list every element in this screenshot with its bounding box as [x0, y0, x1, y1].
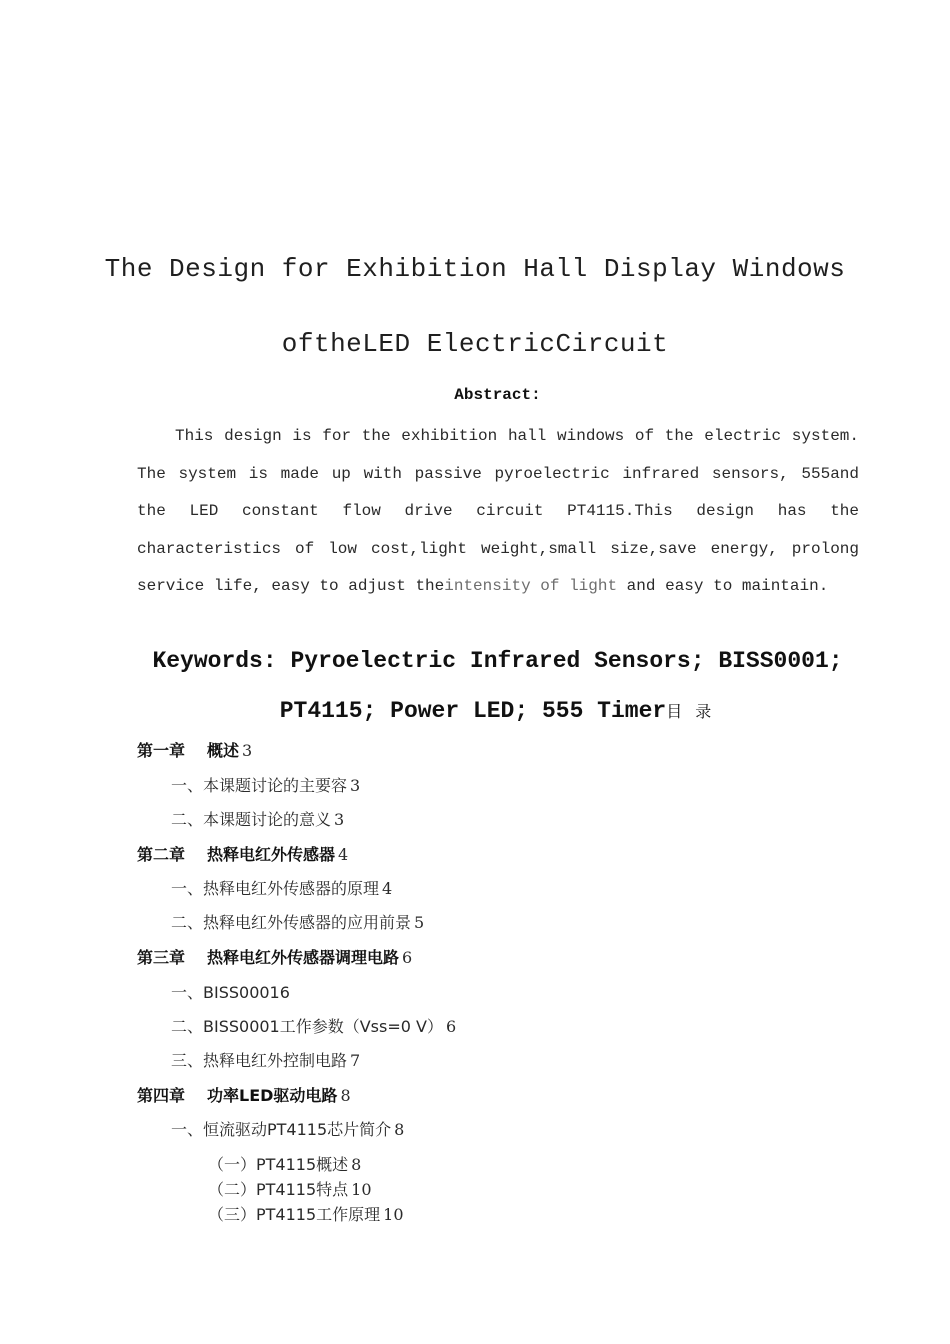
toc-section-text: 二、本课题讨论的意义	[171, 810, 332, 829]
toc-subsection-4-1-1[interactable]	[208, 1152, 361, 1175]
toc-chapter-title: 热释电红外传感器调理电路	[207, 948, 400, 967]
toc-section-text: 一、本课题讨论的主要容	[171, 776, 348, 795]
toc-page-number: 4	[338, 845, 349, 864]
toc-page-number: 8	[394, 1120, 405, 1139]
toc-section-3-1[interactable]	[171, 980, 290, 1003]
toc-heading: 目 录	[666, 702, 716, 721]
title-line-2: oftheLED ElectricCircuit	[281, 329, 669, 359]
toc-page-number: 6	[402, 948, 413, 967]
toc-section-3-2[interactable]	[171, 1014, 456, 1037]
keywords-line-2	[0, 698, 950, 724]
abstract-text-main: This design is for the exhibition hall windows of the electric system. The system is made up with passive pyroelectric infrared sensors, 555and the LED constant flow drive circuit PT4115.This design has the characteristics of low cost,light weight,small size,save energy, prolong service life, easy to adjust the	[137, 427, 859, 595]
toc-section-4-1[interactable]	[171, 1117, 404, 1140]
toc-chapter-label: 第二章	[137, 845, 186, 864]
toc-page-number: 8	[351, 1155, 362, 1174]
toc-section-3-3[interactable]	[171, 1048, 360, 1071]
toc-section-1-2[interactable]	[171, 807, 344, 830]
toc-section-text: 三、热释电红外控制电路	[171, 1051, 348, 1070]
toc-subsection-4-1-2[interactable]	[208, 1177, 372, 1200]
toc-chapter-title: 概述	[207, 741, 240, 760]
toc-section-text: （三）PT4115工作原理	[208, 1205, 381, 1224]
toc-chapter-label: 第一章	[137, 741, 186, 760]
toc-chapter-3[interactable]	[137, 945, 412, 968]
toc-section-text: （一）PT4115概述	[208, 1155, 349, 1174]
toc-page-number: 8	[340, 1086, 351, 1105]
toc-chapter-title: 功率LED驱动电路	[207, 1086, 338, 1105]
toc-section-text: （二）PT4115特点	[208, 1180, 349, 1199]
toc-chapter-label: 第四章	[137, 1086, 186, 1105]
abstract-text	[137, 418, 859, 606]
toc-section-2-2[interactable]	[171, 910, 424, 933]
toc-section-1-1[interactable]	[171, 773, 360, 796]
toc-section-text: 一、BISS0001	[171, 983, 280, 1002]
toc-subsection-4-1-3[interactable]	[208, 1202, 404, 1225]
toc-page-number: 6	[279, 983, 290, 1002]
toc-chapter-label: 第三章	[137, 948, 186, 967]
toc-section-text: 二、BISS0001工作参数（Vss=0 V）	[171, 1017, 443, 1036]
toc-chapter-4[interactable]	[137, 1083, 351, 1106]
keywords-line-2-text: PT4115; Power LED; 555 Timer	[279, 698, 667, 724]
keywords-line-1: Keywords: Pyroelectric Infrared Sensors; BISS0001;	[152, 648, 843, 674]
abstract-text-end: and easy to maintain.	[617, 577, 829, 595]
toc-page-number: 10	[351, 1180, 372, 1199]
toc-section-text: 一、热释电红外传感器的原理	[171, 879, 380, 898]
toc-chapter-title: 热释电红外传感器	[207, 845, 336, 864]
toc-section-text: 一、恒流驱动PT4115芯片简介	[171, 1120, 392, 1139]
toc-page-number: 3	[350, 776, 361, 795]
toc-chapter-2[interactable]	[137, 842, 348, 865]
toc-page-number: 10	[383, 1205, 404, 1224]
toc-section-text: 二、热释电红外传感器的应用前景	[171, 913, 412, 932]
toc-page-number: 7	[350, 1051, 361, 1070]
toc-page-number: 3	[334, 810, 345, 829]
abstract-heading: Abstract:	[454, 386, 541, 404]
title-line-1: The Design for Exhibition Hall Display Windows	[104, 254, 846, 284]
toc-page-number: 6	[445, 1017, 457, 1036]
abstract-text-faint: intensity of light	[444, 577, 618, 595]
toc-chapter-1[interactable]	[137, 738, 252, 761]
toc-page-number: 3	[242, 741, 253, 760]
toc-page-number: 4	[382, 879, 393, 898]
toc-section-2-1[interactable]	[171, 876, 392, 899]
toc-page-number: 5	[414, 913, 425, 932]
